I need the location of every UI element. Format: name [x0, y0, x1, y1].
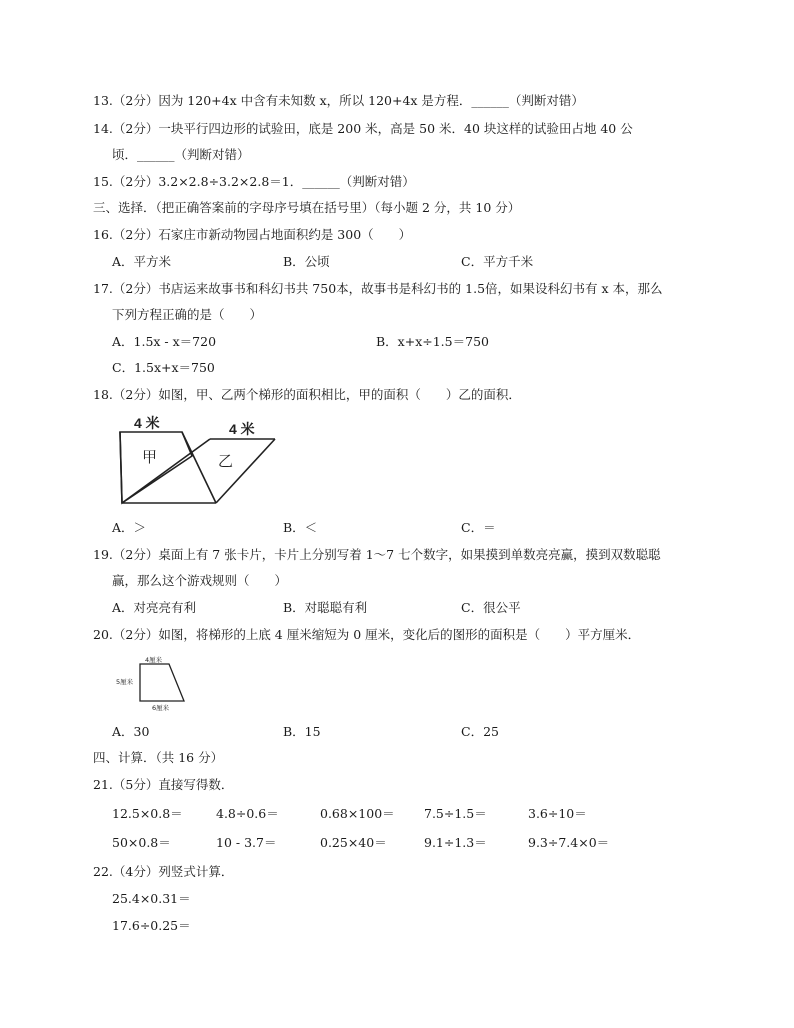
question-18: 18.（2分）如图，甲、乙两个梯形的面积相比，甲的面积（ ）乙的面积．	[93, 387, 521, 402]
question-21: 21.（5分）直接写得数．	[93, 777, 234, 792]
q17-option-c: C．1.5x+x＝750	[112, 360, 215, 375]
calc-item: 9.1÷1.3＝	[424, 835, 487, 850]
calc-item: 0.68×100＝	[320, 806, 395, 821]
q16-option-a: A．平方米	[112, 254, 172, 269]
trapezoid-jia	[120, 432, 192, 503]
q17-option-a: A．1.5x - x＝720	[112, 334, 217, 349]
calc-item: 4.8÷0.6＝	[216, 806, 279, 821]
trapezoid-figure	[112, 653, 204, 715]
calc-item: 12.5×0.8＝	[112, 806, 183, 821]
q18-option-c: C．＝	[461, 520, 496, 535]
section-3-heading: 三、选择．（把正确答案前的字母序号填在括号里）（每小题 2 分，共 10 分）	[93, 200, 521, 215]
q19-option-c: C．很公平	[461, 600, 521, 615]
section-4-heading: 四、计算．（共 16 分）	[93, 750, 224, 765]
q20-option-a: A．30	[112, 724, 150, 739]
trapezoid-bottom-label: 6厘米	[152, 704, 170, 712]
q18-option-a: A．＞	[112, 520, 147, 535]
calc-item: 0.25×40＝	[320, 835, 387, 850]
question-17-line2: 下列方程正确的是（ ）	[112, 307, 263, 322]
q16-option-c: C．平方千米	[461, 254, 534, 269]
q17-option-b: B．x+x÷1.5＝750	[376, 334, 489, 349]
trapezoid-left-label: 5厘米	[116, 678, 134, 686]
figure-label-yi: 乙	[218, 452, 234, 470]
question-17-line1: 17.（2分）书店运来故事书和科幻书共 750本，故事书是科幻书的 1.5倍，如果设科幻书有 x 本，那么	[93, 281, 663, 296]
q18-option-b: B．＜	[283, 520, 318, 535]
question-13: 13.（2分）因为 120+4x 中含有未知数 x，所以 120+4x 是方程．______（判断对错）	[93, 93, 584, 108]
vertical-calc-item: 25.4×0.31＝	[112, 891, 191, 906]
calc-item: 3.6÷10＝	[528, 806, 587, 821]
calc-item: 9.3÷7.4×0＝	[528, 835, 610, 850]
q19-option-b: B．对聪聪有利	[283, 600, 368, 615]
question-16: 16.（2分）石家庄市新动物园占地面积约是 300（ ）	[93, 227, 412, 242]
calc-item: 50×0.8＝	[112, 835, 171, 850]
trapezoid-shape	[140, 664, 184, 701]
question-14-line2: 顷．______（判断对错）	[112, 147, 250, 162]
q20-option-b: B．15	[283, 724, 321, 739]
q19-option-a: A．对亮亮有利	[112, 600, 197, 615]
question-15: 15.（2分）3.2×2.8÷3.2×2.8＝1．______（判断对错）	[93, 174, 415, 189]
q20-option-c: C．25	[461, 724, 499, 739]
question-19-line1: 19.（2分）桌面上有 7 张卡片，卡片上分别写着 1～7 七个数字，如果摸到单数亮亮赢，摸到双数聪聪	[93, 547, 661, 562]
vertical-calc-item: 17.6÷0.25＝	[112, 918, 191, 933]
trapezoid-comparison-figure	[112, 410, 287, 508]
q16-option-b: B．公顷	[283, 254, 330, 269]
question-14-line1: 14.（2分）一块平行四边形的试验田，底是 200 米，高是 50 米．40 块这样的试验田占地 40 公	[93, 121, 633, 136]
figure-label-top-left: 4 米	[134, 415, 160, 431]
question-20: 20.（2分）如图，将梯形的上底 4 厘米缩短为 0 厘米，变化后的图形的面积是（ ）平方厘米．	[93, 627, 641, 642]
figure-label-top-right: 4 米	[229, 421, 255, 437]
trapezoid-top-label: 4厘米	[145, 656, 163, 664]
calc-item: 7.5÷1.5＝	[424, 806, 487, 821]
question-19-line2: 赢，那么这个游戏规则（ ）	[112, 573, 288, 588]
question-22: 22.（4分）列竖式计算．	[93, 864, 234, 879]
calc-item: 10 - 3.7＝	[216, 835, 277, 850]
figure-label-jia: 甲	[142, 448, 158, 466]
